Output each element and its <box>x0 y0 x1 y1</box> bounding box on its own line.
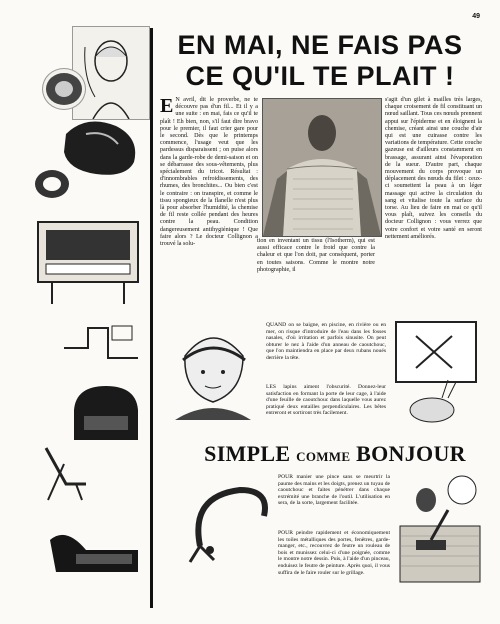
article-column-1 <box>160 97 258 248</box>
tip-pliers: POUR manier une pince sans se meurtrir la paume des mains et les doigts, prenez un tuyau de caoutchouc et faites pénétrer dans chaque extrémité une branche de l'outil. L'utilisation en sera, de la sorte, largement facilitée. <box>278 474 390 507</box>
dropcap: E <box>160 95 174 117</box>
woman-cap-icon <box>72 26 150 120</box>
undershirt-photo <box>262 98 382 237</box>
lounge-chair-icon <box>46 520 146 590</box>
tip-rabbits: LES lapins aiment l'obscurité. Donnez-leur satisfaction en formant la porte de leur cage, à l'aide d'une feuille de caoutchouc dans laquelle vous aurez pratiqué deux entailles perpendiculaires. Les bêtes entreront et sortiront très facilement. <box>266 384 386 417</box>
illustration-column <box>28 20 150 612</box>
page-number: 49 <box>472 13 480 20</box>
tip-paint: POUR peindre rapidement et économiquement les toiles métalliques des portes, fenêtres, garde-manger, etc., recouvrez de feutre un rouleau de bois et munissez celui-ci d'une poignée, comme le montre notre dessin. Puis, à l'aide d'un pinceau, enduisez le feutre de peinture. Après quoi, il vous suffira de le faire rouler sur le grillage. <box>278 530 390 576</box>
rabbit-cage-icon <box>392 318 482 428</box>
title-simple: SIMPLE <box>204 441 291 466</box>
armchair-icon <box>66 380 146 448</box>
deck-chair-icon <box>36 444 96 504</box>
radiator-icon <box>32 212 144 312</box>
tip-bathing: QUAND on se baigne, en piscine, en rivière ou en mer, on risque d'introduire de l'eau dans les fosses nasales, d'où irritation et parfois sinusite. On peut obturer le nez à l'aide d'un anneau de caoutchouc, que l'on maintiendra en place par deux rubans noués derrière la tête. <box>266 322 386 361</box>
title-bonjour: BONJOUR <box>356 441 466 466</box>
article-text-1: N avril, dit le proverbe, ne te découvre pas d'un fil... Et il y a une suite : en mai, fais ce qu'il te plaît ! Eh bien, non, s'il faut dire bravo pour le premier, il faut crier gare pour le second. Dès que le printemps commence, l'usage veut que les pardessus disparaissent ; on puise alors dans la garde-robe de demi-saison et on se débarrasse des sous-vêtements, plus spécialement du tricot. Résultat : d'innombrables refroidissements, des rhumes, des bronchites... Ou bien c'est le contraire : on transpire, et comme le tissu spongieux de la flanelle n'est plus là pour absorber l'humidité, la chemise de fil reste collée pendant des heures contre la peau. Condition dangereusement antihygiénique ! Que faire alors ? Le docteur Collignon a trouvé la solu- <box>160 97 258 248</box>
paint-roller-icon <box>396 470 484 588</box>
column-rule <box>150 28 153 608</box>
title-comme: COMME <box>296 449 351 464</box>
article-column-2: tion en inventant un tissu (l'Isotherm), qui est aussi efficace contre le froid que contre la chaleur et que l'on doit, par conséquent, porter en toutes saisons. Comme le montre notre photographie, il <box>257 238 375 273</box>
pliers-icon <box>180 476 272 568</box>
bracket-icon <box>58 318 144 370</box>
headline-line-1: EN MAI, NE FAIS PAS <box>177 30 463 60</box>
bathing-cap-woman-icon <box>165 316 261 420</box>
article-column-3: s'agit d'un gilet à mailles très larges, chaque croisement de fil constituant un nœud saillant. Tous ces nœuds prennent appui sur l'épiderme et en éloignent la chemise, créant ainsi une couche d'air qui est une cuirasse contre les variations de température. Cette couche gazeuse est d'ailleurs constamment en brassage, assurant ainsi l'évaporation de la sueur. D'autre part, chaque mouvement du corps provoque un déplacement des nœuds du filet : ceux-ci soumettent la peau à un léger massage qui active la circulation du sang et vitalise toute la surface du torse. Au lieu de faire en mai ce qu'il vous plaît, suivez les conseils du docteur Collignon : vous verrez que votre confort et votre santé en seront nettement améliorés. <box>385 97 482 240</box>
headline <box>160 30 480 92</box>
ring-icon <box>32 166 72 202</box>
section-title <box>200 441 470 467</box>
headline-line-2: CE QU'IL TE PLAIT ! <box>185 61 455 91</box>
hair-roller-icon <box>42 68 86 110</box>
